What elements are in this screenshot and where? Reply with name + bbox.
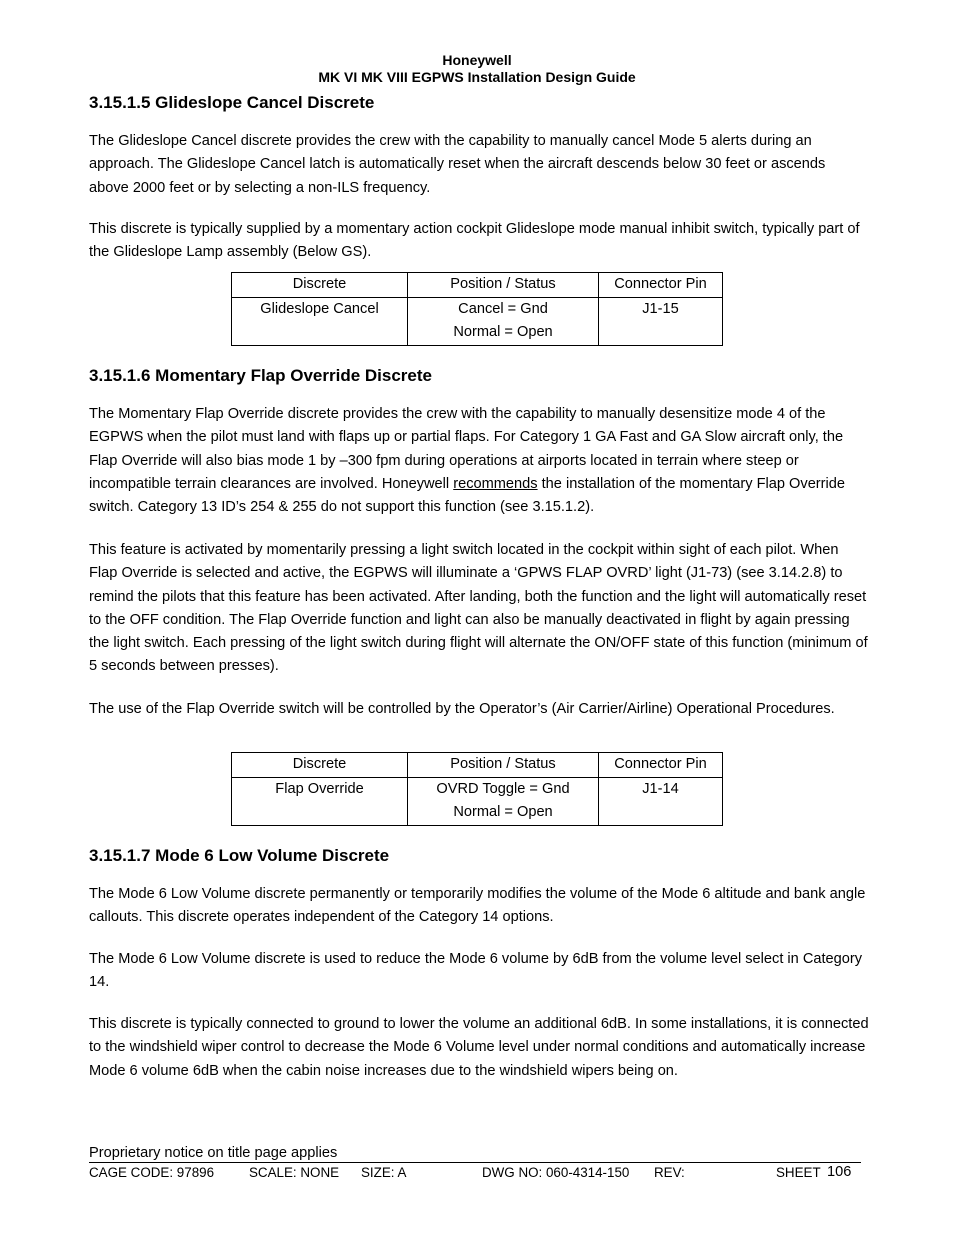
position-status-value: Cancel = Gnd [458, 300, 548, 317]
table-row [232, 297, 723, 345]
position-status-value: Normal = Open [453, 804, 553, 820]
paragraph: The use of the Flap Override switch will be controlled by the Operator’s (Air Carrier/Airline) Operational Procedures. [89, 701, 835, 717]
underlined-text: recommends [453, 475, 538, 492]
paragraph: The Mode 6 Low Volume discrete is used to reduce the Mode 6 volume by 6dB from the volume level select in Category 14. [89, 951, 863, 991]
paragraph: This discrete is typically connected to ground to lower the volume an additional 6dB. In some installations, it is connected to the windshield wiper control to decrease the Mode 6 Volume level under normal conditions and automatically increase Mode 6 volume 6dB when the cabin noise increases due to the windshield wipers being on. [89, 1016, 869, 1079]
table-cell: Glideslope Cancel [232, 297, 408, 345]
size: SIZE: A [361, 1165, 407, 1180]
column-header: Connector Pin [599, 273, 723, 298]
glideslope-cancel-table [231, 272, 723, 346]
paragraph: The Glideslope Cancel discrete provides the crew with the capability to manually cancel Mode 5 alerts during an approach. The Glideslope Cancel latch is automatically reset when the aircraft descends below 30 feet or ascends above 2000 feet or by selecting a non-ILS frequency. [89, 133, 826, 196]
sheet-number: 106 [827, 1164, 852, 1180]
flap-override-table [231, 752, 723, 826]
position-status-value: OVRD Toggle = Gnd [436, 780, 570, 797]
column-header: Position / Status [408, 273, 599, 298]
position-status-value: Normal = Open [453, 324, 553, 340]
table-cell [408, 297, 599, 345]
paragraph [89, 403, 869, 519]
drawing-number: DWG NO: 060-4314-150 [482, 1165, 630, 1180]
table-header-row [232, 273, 723, 298]
table-cell: Flap Override [232, 777, 408, 825]
section-heading-flap-override: 3.15.1.6 Momentary Flap Override Discrete [89, 366, 432, 385]
paragraph: This discrete is typically supplied by a momentary action cockpit Glideslope mode manual inhibit switch, typically part of the Glideslope Lamp assembly (Below GS). [89, 221, 860, 261]
section-heading-mode6-low-volume: 3.15.1.7 Mode 6 Low Volume Discrete [89, 846, 390, 865]
paragraph-text: the installation of the momentary Flap Override switch. Category 13 ID’s 254 & 255 do not support this function (see 3.15.1.2). [89, 475, 846, 516]
table-cell: J1-14 [599, 777, 723, 825]
proprietary-notice: Proprietary notice on title page applies [89, 1145, 338, 1161]
paragraph: This feature is activated by momentarily pressing a light switch located in the cockpit within sight of each pilot. When Flap Override is selected and active, the EGPWS will illuminate a ‘GPWS FLAP OVRD’ light (J1-73) (see 3.14.2.8) to remind the pilots that this feature has been activated. After landing, both the function and the light will automatically reset to the OFF condition. The Flap Override function and light can also be manually deactivated in flight by again pressing the light switch. Each pressing of the light switch during flight will alternate the ON/OFF state of this function (minimum of 5 seconds between presses). [89, 542, 868, 675]
column-header: Discrete [232, 753, 408, 778]
table-header-row [232, 753, 723, 778]
scale: SCALE: NONE [249, 1165, 340, 1180]
table-cell [408, 777, 599, 825]
column-header: Connector Pin [599, 753, 723, 778]
cage-code: CAGE CODE: 97896 [89, 1165, 215, 1180]
header-doc-title: MK VI MK VIII EGPWS Installation Design Guide [318, 69, 636, 85]
header-company: Honeywell [442, 52, 512, 68]
column-header: Position / Status [408, 753, 599, 778]
paragraph-text: The Momentary Flap Override discrete provides the crew with the capability to manually desensitize mode 4 of the EGPWS when the pilot must land with flaps up or partial flaps. For Category 1 GA Fast and GA Slow aircraft only, the Flap Override will also bias mode 1 by –300 fpm during operations at airports located in terrain where steep or incompatible terrain clearances are involved. Honeywell [89, 406, 844, 492]
table-cell: J1-15 [599, 297, 723, 345]
table-row [232, 777, 723, 825]
footer-divider [89, 1162, 861, 1163]
paragraph: The Mode 6 Low Volume discrete permanently or temporarily modifies the volume of the Mode 6 altitude and bank angle callouts. This discrete operates independent of the Category 14 options. [89, 886, 866, 926]
sheet-label: SHEET [776, 1165, 821, 1180]
revision: REV: [654, 1165, 685, 1180]
column-header: Discrete [232, 273, 408, 298]
section-heading-glideslope-cancel: 3.15.1.5 Glideslope Cancel Discrete [89, 93, 375, 112]
